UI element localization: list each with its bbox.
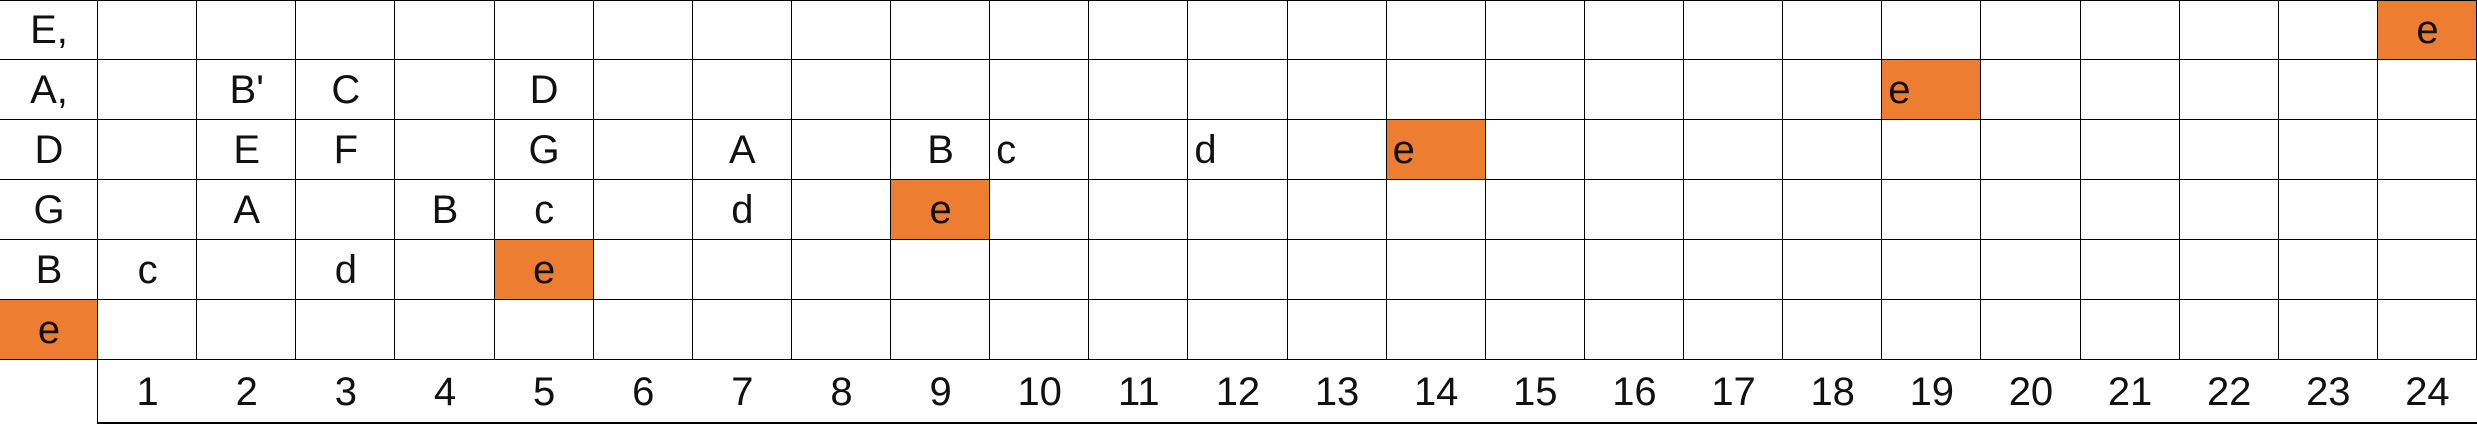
grid-line-horizontal xyxy=(0,0,2477,1)
grid-line-vertical xyxy=(1584,0,1585,360)
grid-line-vertical xyxy=(1782,0,1783,360)
grid-line-vertical xyxy=(2080,0,2081,360)
grid-line-horizontal xyxy=(0,359,2477,360)
grid-line-vertical xyxy=(1881,0,1882,360)
tab-cell: B xyxy=(431,188,459,232)
grid-line-vertical xyxy=(97,0,98,424)
tab-cell: B xyxy=(927,128,954,172)
grid-line-vertical xyxy=(1485,0,1486,360)
tab-cell: d xyxy=(1194,128,1217,172)
grid-line-horizontal xyxy=(0,239,2477,240)
grid-line-vertical xyxy=(890,0,891,360)
tab-cell: G xyxy=(528,128,560,172)
highlighted-cell: e xyxy=(1387,120,1486,180)
tab-cell: F xyxy=(333,128,359,172)
column-number: 11 xyxy=(1118,370,1160,414)
tab-cell: D xyxy=(529,68,559,112)
column-number: 3 xyxy=(334,370,357,414)
row-label: A, xyxy=(30,68,68,112)
column-number: 21 xyxy=(2107,370,2153,414)
column-number: 1 xyxy=(136,370,159,414)
tab-cell: A xyxy=(728,128,756,172)
grid-line-vertical xyxy=(791,0,792,360)
highlighted-cell: e xyxy=(1882,60,1981,120)
highlighted-cell: e xyxy=(891,180,990,240)
row-label: E, xyxy=(30,8,68,52)
column-number: 8 xyxy=(830,370,853,414)
grid-line-vertical xyxy=(1287,0,1288,360)
grid-line-vertical xyxy=(1088,0,1089,360)
grid-line-vertical xyxy=(2377,0,2378,360)
grid-line-vertical xyxy=(1683,0,1684,360)
column-number: 10 xyxy=(1017,370,1062,414)
tab-cell: B' xyxy=(229,68,264,112)
column-number: 7 xyxy=(731,370,754,414)
column-number: 24 xyxy=(2405,370,2450,414)
grid-line-vertical xyxy=(295,0,296,360)
tab-cell: E xyxy=(233,128,261,172)
row-label: e xyxy=(37,308,61,352)
grid-line-vertical xyxy=(1187,0,1188,360)
column-number: 15 xyxy=(1513,370,1558,414)
column-number: 22 xyxy=(2206,370,2252,414)
tab-cell: d xyxy=(334,248,357,292)
column-number: 19 xyxy=(1909,370,1955,414)
tab-cell: c xyxy=(137,248,158,292)
column-number: 23 xyxy=(2306,370,2351,414)
tab-cell: d xyxy=(731,188,754,232)
tab-cell: A xyxy=(233,188,261,232)
row-label: G xyxy=(33,188,65,232)
grid-line-vertical xyxy=(196,0,197,360)
column-number: 6 xyxy=(632,370,655,414)
column-number: 16 xyxy=(1612,370,1657,414)
tab-cell: C xyxy=(331,68,361,112)
column-number: 14 xyxy=(1413,370,1459,414)
grid-line-vertical xyxy=(1980,0,1981,360)
tab-cell: c xyxy=(534,188,555,232)
grid-line-vertical xyxy=(692,0,693,360)
grid-line-horizontal xyxy=(0,59,2477,60)
column-number: 4 xyxy=(433,370,457,414)
column-number: 9 xyxy=(929,370,952,414)
column-number: 20 xyxy=(2008,370,2054,414)
grid-line-vertical xyxy=(989,0,990,360)
grid-line-horizontal xyxy=(0,179,2477,180)
tab-cell: c xyxy=(996,128,1017,172)
column-number: 5 xyxy=(532,370,556,414)
column-number: 13 xyxy=(1314,370,1360,414)
grid-line-vertical xyxy=(593,0,594,360)
column-number: 2 xyxy=(235,370,258,414)
grid-line-horizontal xyxy=(0,299,2477,300)
highlighted-cell: e xyxy=(495,240,594,300)
grid-line-vertical xyxy=(494,0,495,360)
grid-line-vertical xyxy=(2179,0,2180,360)
grid-line-vertical xyxy=(394,0,395,360)
highlighted-cell: e xyxy=(2378,0,2477,60)
row-label: B xyxy=(35,248,63,292)
column-number: 17 xyxy=(1711,370,1756,414)
row-label: D xyxy=(34,128,64,172)
grid-line-vertical xyxy=(2278,0,2279,360)
column-number: 18 xyxy=(1810,370,1855,414)
grid-line-horizontal xyxy=(0,119,2477,120)
grid-line-vertical xyxy=(1386,0,1387,360)
column-number: 12 xyxy=(1215,370,1261,414)
